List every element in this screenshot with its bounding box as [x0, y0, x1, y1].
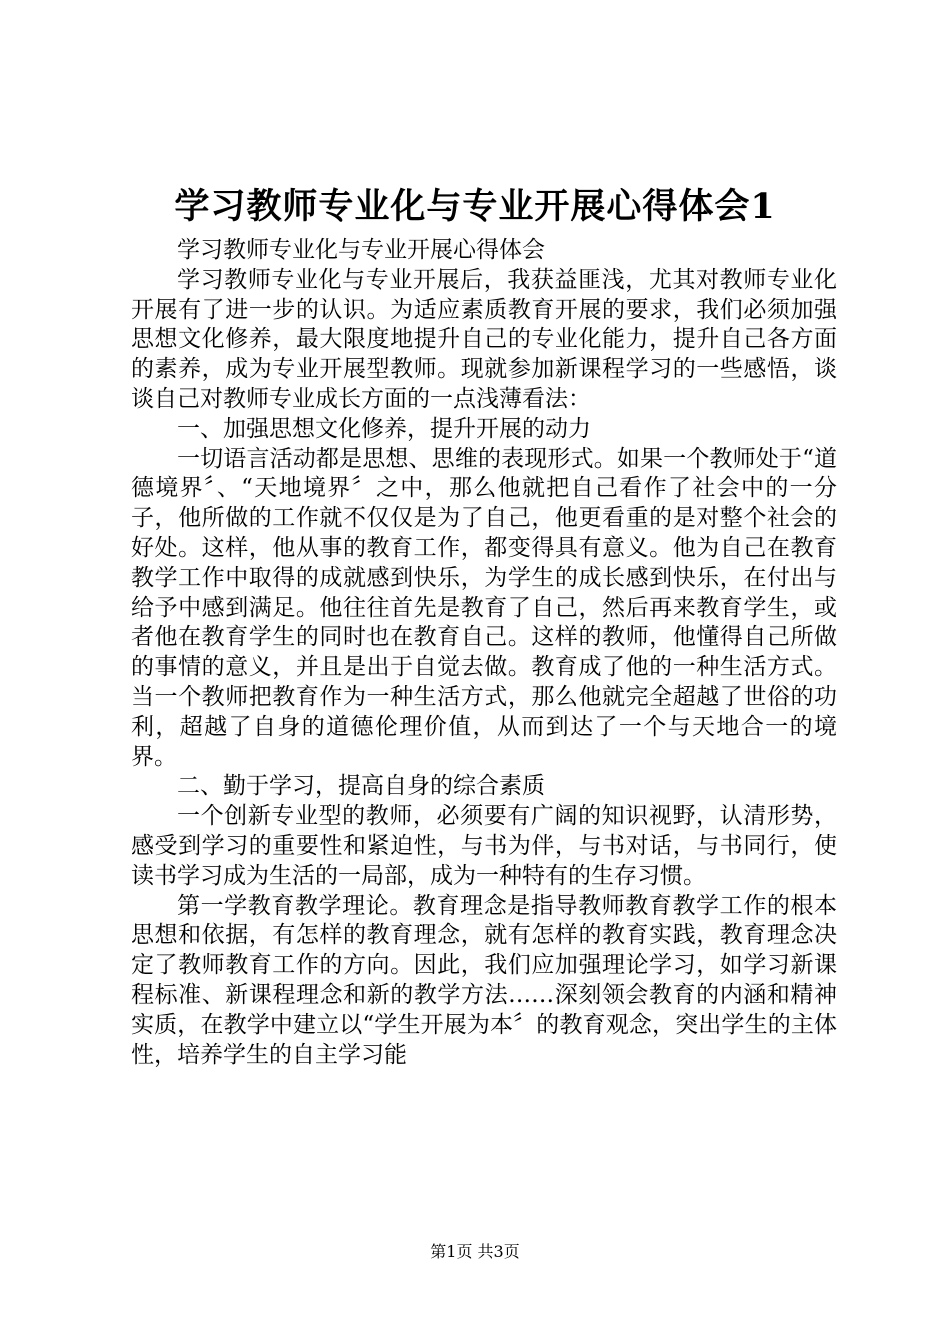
section-heading-2: 二、勤于学习，提高自身的综合素质 — [177, 773, 545, 800]
paragraph-section-2: 一个创新专业型的教师，必须要有广阔的知识视野，认清形势，感受到学习的重要性和紧迫性，与书为伴，与书对话，与书同行，使读书学习成为生活的一局部，成为一种特有的生存习惯。 — [131, 803, 837, 889]
paragraph-section-1: 一切语言活动都是思想、思维的表现形式。如果一个教师处于“道德境界〞、“天地境界〞之中，那么他就把自己看作了社会中的一分子，他所做的工作就不仅仅是为了自己，他更看重的是对整个社会的好处。这样，他从事的教育工作，都变得具有意义。他为自己在教育教学工作中取得的成就感到快乐，为学生的成长感到快乐，在付出与给予中感到满足。他往往首先是教育了自己，然后再来教育学生，或者他在教育学生的同时也在教育自己。这样的教师，他懂得自己所做的事情的意义，并且是出于自觉去做。教育成了他的一种生活方式。当一个教师把教育作为一种生活方式，那么他就完全超越了世俗的功利，超越了自身的道德伦理价值，从而到达了一个与天地合一的境界。 — [131, 445, 837, 770]
document-title: 学习教师专业化与专业开展心得体会1 — [174, 186, 776, 227]
section-heading-1: 一、加强思想文化修养，提升开展的动力 — [177, 415, 591, 442]
paragraph-subtitle: 学习教师专业化与专业开展心得体会 — [177, 237, 545, 263]
paragraph-intro: 学习教师专业化与专业开展后，我获益匪浅，尤其对教师专业化开展有了进一步的认识。为适应素质教育开展的要求，我们必须加强思想文化修养，最大限度地提升自己的专业化能力，提升自己各方面的素养，成为专业开展型教师。现就参加新课程学习的一些感悟，谈谈自己对教师专业成长方面的一点浅薄看法： — [131, 266, 837, 412]
document-body — [131, 236, 837, 1070]
paragraph-theory: 第一学教育教学理论。教育理念是指导教师教育教学工作的根本思想和依据，有怎样的教育理念，就有怎样的教育实践，教育理念决定了教师教育工作的方向。因此，我们应加强理论学习，如学习新课程标准、新课程理念和新的教学方法……深刻领会教育的内涵和精神实质，在教学中建立以“学生开展为本〞的教育观念，突出学生的主体性，培养学生的自主学习能 — [131, 892, 837, 1068]
page-number-footer: 第1页 共3页 — [430, 1242, 520, 1261]
